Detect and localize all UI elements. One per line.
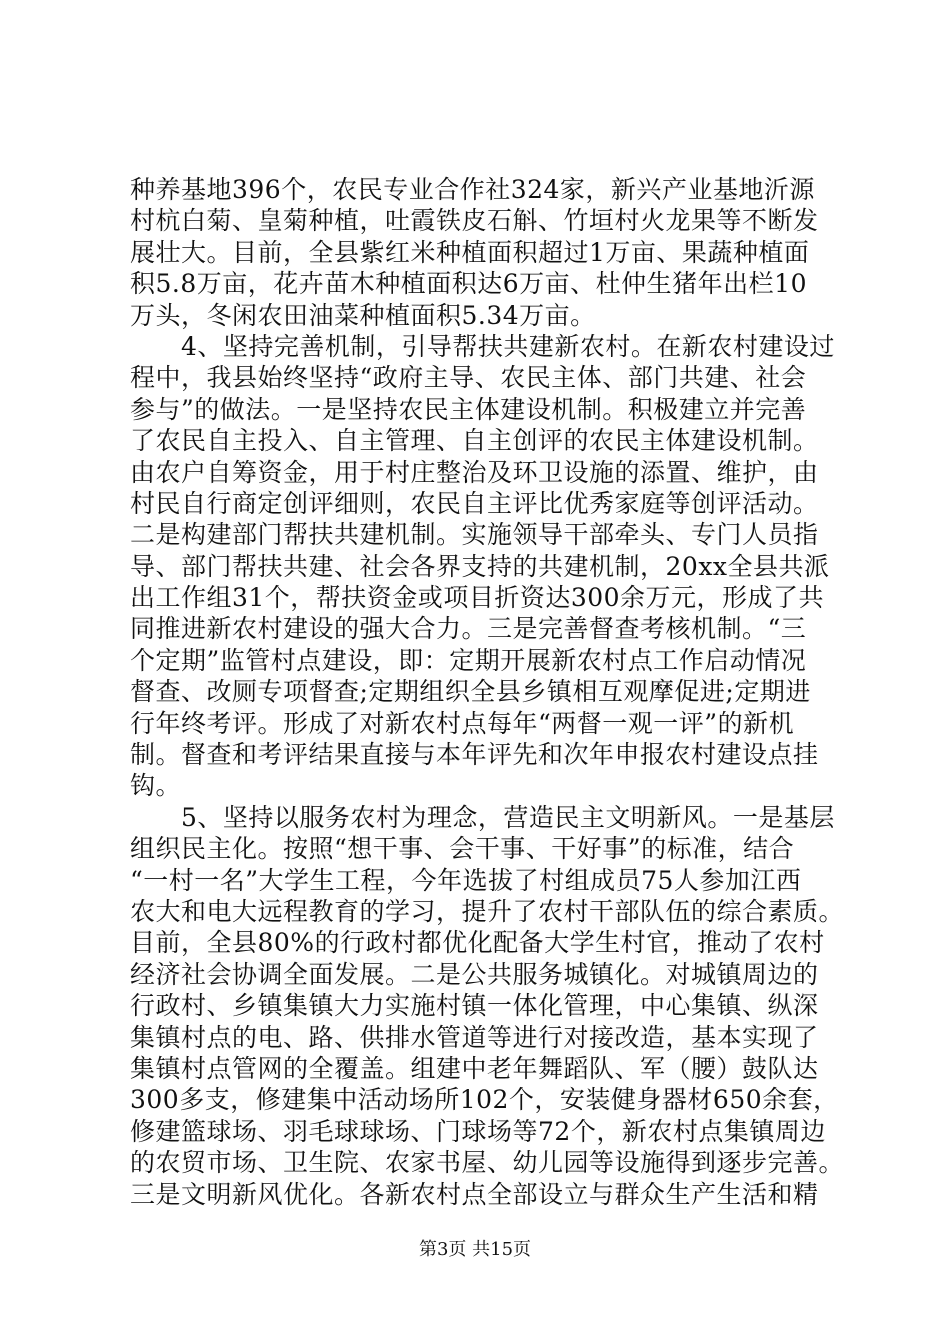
text-line: 集镇村点管网的全覆盖。组建中老年舞蹈队、军（腰）鼓队达 [130,1053,819,1083]
text-line: 4、坚持完善机制，引导帮扶共建新农村。在新农村建设过 [130,331,835,361]
text-line: 种养基地396个，农民专业合作社324家，新兴产业基地沂源 [130,175,815,204]
body-text [130,174,845,1210]
text-line: 5、坚持以服务农村为理念，营造民主文明新风。一是基层 [130,802,835,832]
text-line: 的农贸市场、卫生院、农家书屋、幼儿园等设施得到逐步完善。 [130,1148,845,1178]
text-line: 组织民主化。按照“想干事、会干事、干好事”的标准，结合 [130,834,795,864]
text-line: 参与”的做法。一是坚持农民主体建设机制。积极建立并完善 [130,394,807,424]
text-line: 导、部门帮扶共建、社会各界支持的共建机制，20xx全县共派 [130,551,830,581]
text-line: 集镇村点的电、路、供排水管道等进行对接改造，基本实现了 [130,1022,819,1052]
text-line: 程中，我县始终坚持“政府主导、农民主体、部门共建、社会 [130,363,807,393]
text-line: 展壮大。目前，全县紫红米种植面积超过1万亩、果蔬种植面 [130,237,810,267]
text-line: 制。督查和考评结果直接与本年评先和次年申报农村建设点挂 [130,740,819,770]
text-line: 同推进新农村建设的强大合力。三是完善督查考核机制。“三 [130,614,807,644]
text-line: 由农户自筹资金，用于村庄整治及环卫设施的添置、维护，由 [130,457,819,487]
text-line: 村民自行商定创评细则，农民自主评比优秀家庭等创评活动。 [130,488,819,518]
text-line: 农大和电大远程教育的学习，提升了农村干部队伍的综合素质。 [130,896,845,926]
text-line: 行政村、乡镇集镇大力实施村镇一体化管理，中心集镇、纵深 [130,991,819,1021]
text-line: 出工作组31个，帮扶资金或项目折资达300余万元，形成了共 [130,583,825,613]
text-line: 修建篮球场、羽毛球球场、门球场等72个，新农村点集镇周边 [130,1116,826,1146]
text-line: 督查、改厕专项督查;定期组织全县乡镇相互观摩促进;定期进 [130,677,811,707]
text-line: 经济社会协调全面发展。二是公共服务城镇化。对城镇周边的 [130,959,819,989]
text-line: 了农民自主投入、自主管理、自主创评的农民主体建设机制。 [130,426,819,456]
text-line: 目前，全县80%的行政村都优化配备大学生村官，推动了农村 [130,928,825,958]
text-line: 积5.8万亩，花卉苗木种植面积达6万亩、杜仲生猪年出栏10 [130,269,807,299]
text-line: 万头，冬闲农田油菜种植面积5.34万亩。 [130,300,596,330]
text-line: 行年终考评。形成了对新农村点每年“两督一观一评”的新机 [130,708,795,738]
text-line: “一村一名”大学生工程，今年选拔了村组成员75人参加江西 [130,865,802,895]
page-footer: 第3页 共15页 [418,1239,532,1260]
text-line: 300多支，修建集中活动场所102个，安装健身器材650余套， [130,1085,839,1115]
text-line: 三是文明新风优化。各新农村点全部设立与群众生产生活和精 [130,1179,819,1209]
text-line: 村杭白菊、皇菊种植，吐霞铁皮石斛、竹垣村火龙果等不断发 [130,206,819,236]
text-line: 钩。 [130,771,182,801]
text-line: 二是构建部门帮扶共建机制。实施领导干部牵头、专门人员指 [130,520,819,550]
text-line: 个定期”监管村点建设，即：定期开展新农村点工作启动情况 [130,645,807,675]
